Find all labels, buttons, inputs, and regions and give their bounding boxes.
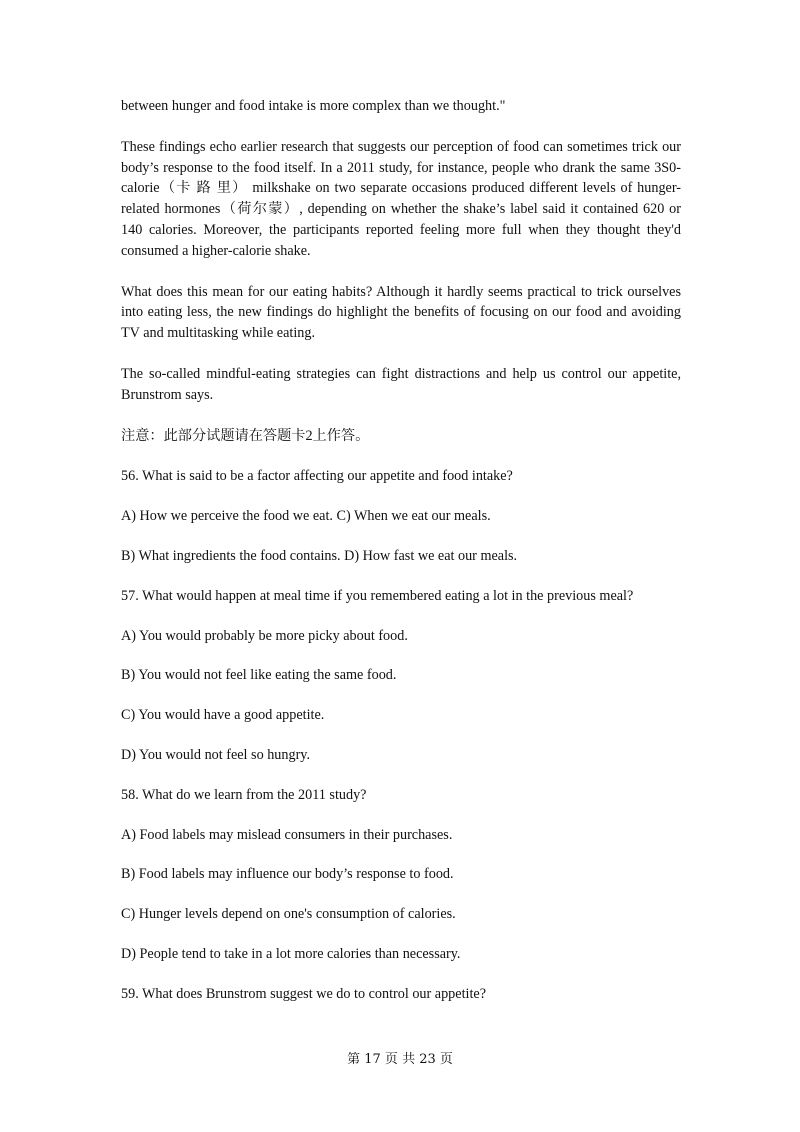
question-58: 58. What do we learn from the 2011 study? (121, 786, 367, 803)
paragraph-continuation: between hunger and food intake is more complex than we thought." (121, 98, 506, 114)
paragraph-eating-habits: What does this mean for our eating habits? Although it hardly seems practical to trick ourselves into eating less, the new findings do highlight the benefits of focusing on our food and avoiding TV and multitasking while eating. (121, 283, 681, 342)
question-58-option-a: A) Food labels may mislead consumers in their purchases. (121, 826, 453, 843)
paragraph-mindful-eating: The so-called mindful-eating strategies can fight distractions and help us control our appetite, Brunstrom says. (121, 365, 681, 403)
question-59: 59. What does Brunstrom suggest we do to control our appetite? (121, 985, 486, 1002)
question-58-option-b: B) Food labels may influence our body’s response to food. (121, 866, 454, 883)
question-57-option-a: A) You would probably be more picky about food. (121, 627, 408, 644)
answer-sheet-note: 注意：此部分试题请在答题卡2上作答。 (121, 427, 370, 444)
question-56-options-ac: A) How we perceive the food we eat. C) When we eat our meals. (121, 508, 491, 525)
question-58-option-d: D) People tend to take in a lot more calories than necessary. (121, 945, 461, 962)
question-58-option-c: C) Hunger levels depend on one's consumption of calories. (121, 906, 456, 923)
question-57: 57. What would happen at meal time if you remembered eating a lot in the previous meal? (121, 587, 634, 604)
page-footer: 第 17 页 共 23 页 (347, 1052, 453, 1067)
question-57-option-c: C) You would have a good appetite. (121, 707, 325, 724)
page-content (121, 96, 681, 1005)
question-57-option-b: B) You would not feel like eating the same food. (121, 667, 397, 684)
question-56-options-bd: B) What ingredients the food contains. D) How fast we eat our meals. (121, 547, 518, 564)
paragraph-findings: These findings echo earlier research that suggests our perception of food can sometimes trick our body’s response to the food itself. In a 2011 study, for instance, people who drank the same 3S0-calorie（卡 路 里） milkshake on two separate occasions produced different levels of hunger-related hormones（荷尔蒙）, depending on whether the shake’s label said it contained 620 or 140 calories. Moreover, the participants reported feeling more full when they thought they'd consumed a higher-calorie shake. (121, 138, 681, 259)
question-56: 56. What is said to be a factor affecting our appetite and food intake? (121, 468, 513, 485)
question-57-option-d: D) You would not feel so hungry. (121, 746, 311, 763)
